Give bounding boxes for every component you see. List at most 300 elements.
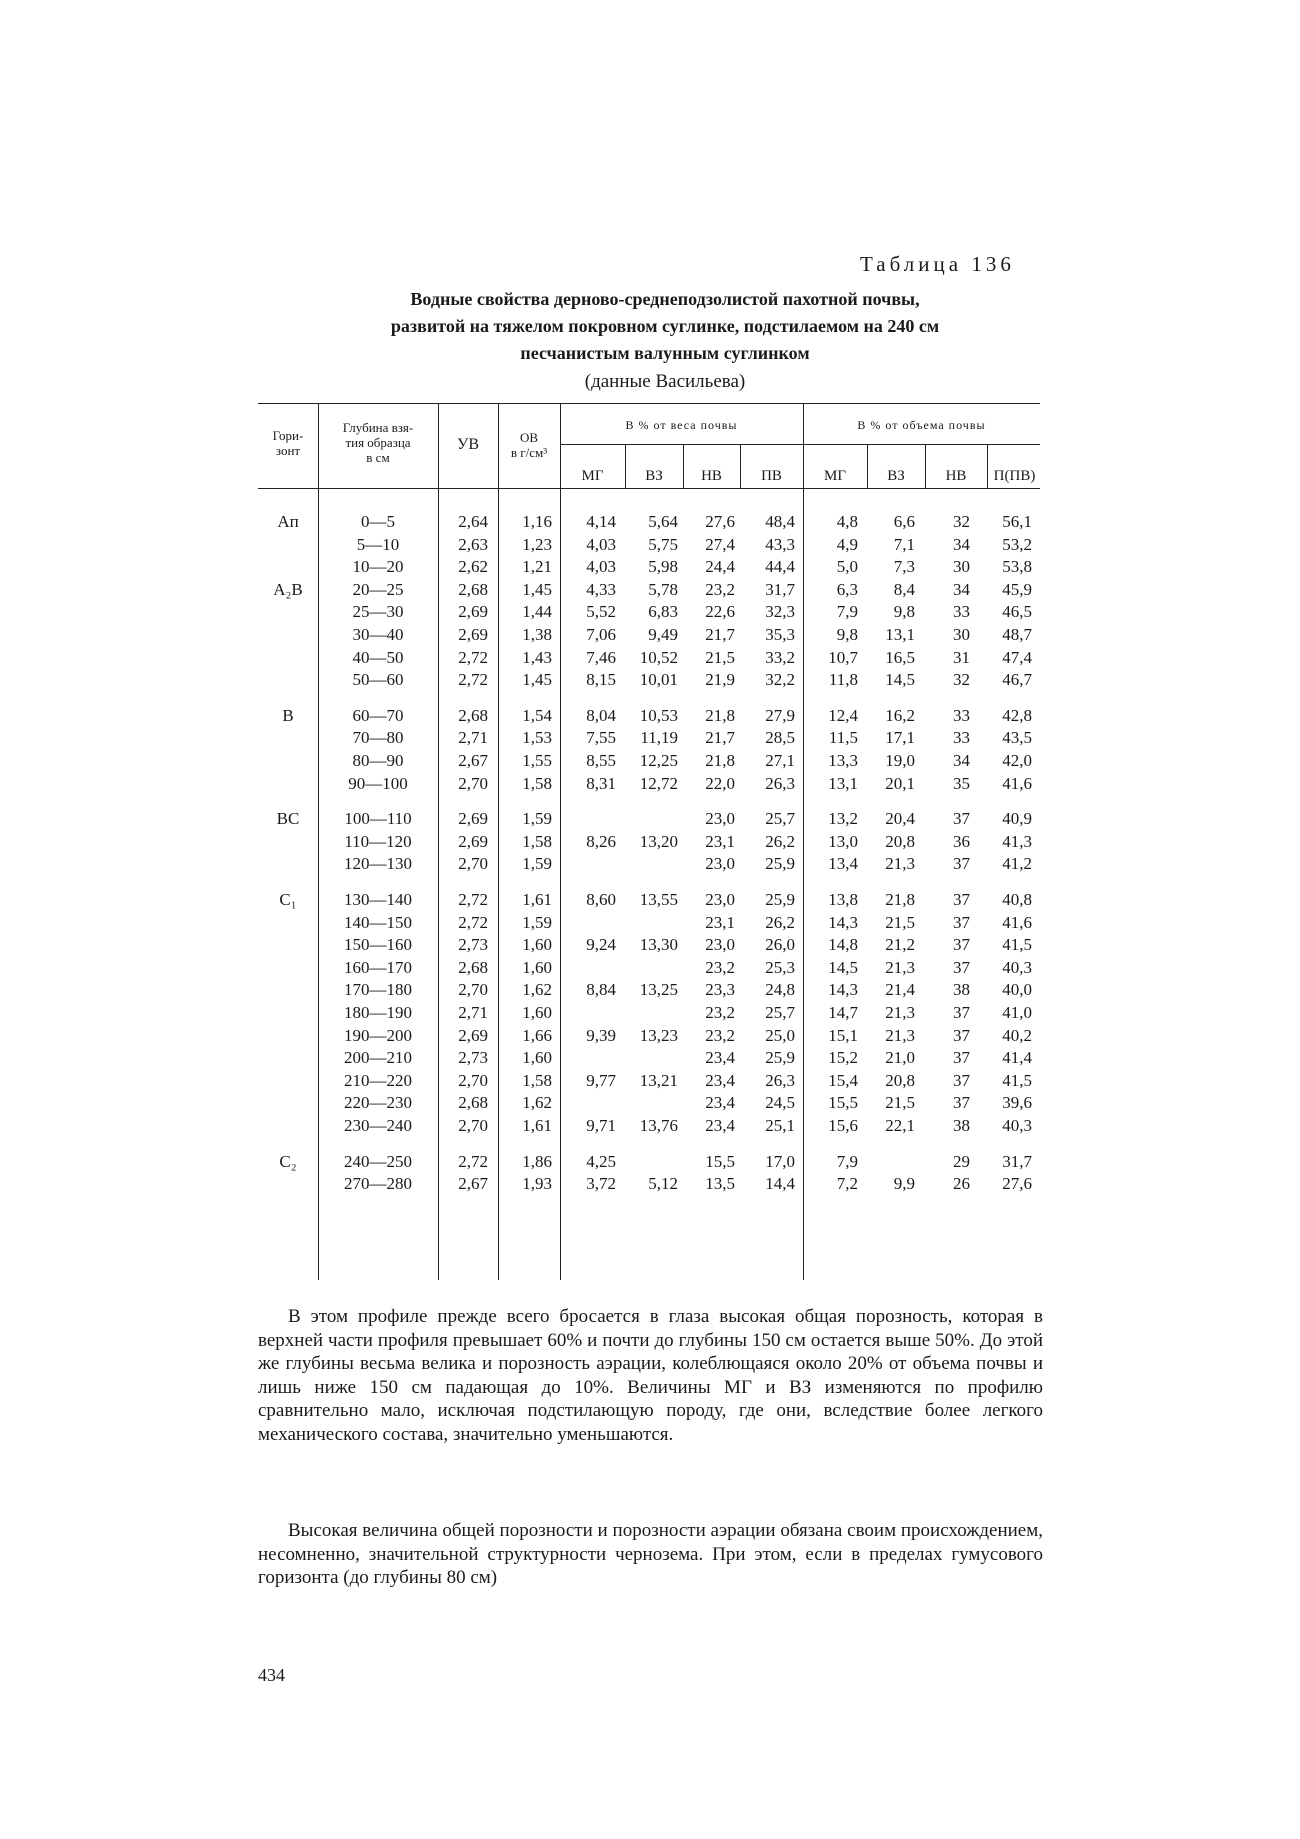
table-cell: 13,1 [828,773,858,793]
table-cell: 23,0 [705,890,735,909]
table-cell: 200—210 [344,1048,412,1068]
table-cell: 26,2 [765,912,795,932]
table-cell: 41,5 [1002,935,1032,955]
table-cell: 23,2 [705,957,735,977]
table-cell: 70—80 [352,728,404,748]
table-cell: 33 [953,602,970,622]
header-subcolumn: ПВ [761,468,782,484]
table-cell: 13,20 [639,831,678,851]
table-cell: 8,04 [586,705,616,725]
table-cell: 15,4 [828,1070,858,1090]
table-cell: 23,0 [705,854,735,874]
table-cell: 210—220 [344,1070,412,1090]
table-cell: 2,67 [458,751,488,770]
table-cell: 25,7 [765,1003,795,1022]
table-cell: 43,5 [1002,728,1032,748]
table-cell: 2,68 [458,1093,488,1113]
table-cell: 31 [953,647,970,667]
table-cell: 32,3 [765,602,795,622]
table-cell: 2,72 [458,912,488,932]
table-cell: 2,70 [458,854,488,874]
table-cell: 1,59 [522,912,552,932]
table-cell: 7,06 [586,625,616,644]
title-line: Водные свойства дерново-среднеподзолистой пахотной почвы, [410,289,920,309]
table-cell: 32,2 [765,670,795,690]
table-cell: 3,72 [586,1174,616,1194]
table-cell: 13,2 [828,809,858,829]
table-cell: 13,0 [828,831,858,851]
header-subcolumn: МГ [823,468,846,484]
table-cell: 9,77 [586,1070,616,1090]
table-cell: 21,3 [885,1003,915,1022]
table-cell: 30 [953,557,970,577]
table-cell: 13,3 [828,751,858,770]
table-cell: 170—180 [344,980,412,1000]
table-cell: 9,9 [893,1174,915,1194]
header-group-rule [560,444,1040,445]
table-cell: 100—110 [344,809,412,829]
table-cell: 37 [953,912,970,932]
table-cell: 2,70 [458,1116,488,1135]
table-cell: 13,21 [639,1070,678,1090]
table-cell: 1,54 [522,705,552,725]
table-cell: 23,4 [705,1048,735,1068]
table-cell: 15,6 [828,1116,858,1135]
table-cell: 14,8 [828,935,858,955]
table-cell: 21,5 [885,912,915,932]
table-cell: 23,4 [705,1093,735,1113]
table-cell: 41,4 [1002,1048,1032,1068]
horizon-label: A₂B [273,579,303,599]
table-cell: 5,75 [648,534,678,554]
table-cell: 31,7 [1002,1151,1032,1171]
table-cell: 2,72 [458,1151,488,1171]
table-cell: 21,0 [885,1048,915,1068]
table-cell: 2,68 [458,957,488,977]
table-cell: 6,83 [648,602,678,622]
table-cell: 25—30 [352,602,404,622]
table-cell: 110—120 [344,831,412,851]
table-cell: 7,55 [586,728,616,748]
table-cell: 47,4 [1002,647,1032,667]
table-cell: 24,5 [765,1093,795,1113]
table-cell: 12,4 [828,705,858,725]
table-cell: 1,86 [522,1151,552,1171]
table-cell: 26 [953,1174,970,1194]
table-cell: 13,8 [828,890,858,909]
table-cell: 4,33 [586,579,616,599]
table-cell: 23,4 [705,1070,735,1090]
table-cell: 46,5 [1002,602,1032,622]
table-cell: 20,8 [885,831,915,851]
table-cell: 32 [953,512,970,531]
table-cell: 2,70 [458,773,488,793]
table-cell: 180—190 [344,1003,412,1022]
table-cell: 9,8 [893,602,915,622]
table-cell: 1,62 [522,1093,552,1113]
table-cell: 33 [953,728,970,748]
table-cell: 33,2 [765,647,795,667]
table-cell: 8,60 [586,890,616,909]
table-cell: 42,0 [1002,751,1032,770]
header-uv: УВ [457,436,479,453]
table-cell: 20,8 [885,1070,915,1090]
table-cell: 20,4 [885,809,915,829]
header-volume-group: В % от объема почвы [857,418,986,432]
table-cell: 9,24 [586,935,616,955]
table-cell: 1,55 [522,751,552,770]
table-cell: 27,4 [705,534,735,554]
table-cell: 23,1 [705,912,735,932]
table-cell: 2,63 [458,534,488,554]
table-title [300,286,1030,367]
table-cell: 36 [953,831,970,851]
table-cell: 25,9 [765,854,795,874]
horizon-label: BC [276,809,300,829]
table-cell: 8,31 [586,773,616,793]
table-cell: 25,7 [765,809,795,829]
table-cell: 1,45 [522,670,552,690]
body-paragraph: Высокая величина общей порозности и порозности аэрации обязана своим происхождением, несомненно, значительной структурности чернозема. При этом, если в пределах гумусового горизонта (до глубины 80 см) [258,1520,1043,1589]
header-ov: ОВ в г/см³ [510,430,548,460]
table-cell: 21,3 [885,1025,915,1045]
table-cell: 26,3 [765,773,795,793]
table-cell: 13,5 [705,1174,735,1194]
table-cell: 11,5 [828,728,858,748]
table-cell: 1,58 [522,1070,552,1090]
table-cell: 56,1 [1002,512,1032,531]
table-cell: 34 [953,534,970,554]
table-cell: 40,3 [1002,1116,1032,1135]
table-cell: 11,8 [828,670,858,690]
table-cell: 5—10 [356,534,400,554]
table-cell: 5,98 [648,557,678,577]
table-cell: 4,14 [586,512,616,531]
table-cell: 41,5 [1002,1070,1032,1090]
table-cell: 37 [953,890,970,909]
table-cell: 15,2 [828,1048,858,1068]
table-cell: 1,93 [522,1174,552,1194]
table-cell: 30 [953,625,970,644]
table-cell: 14,4 [765,1174,795,1194]
horizon-label: B [282,705,294,725]
table-cell: 53,2 [1002,534,1032,554]
table-cell: 10,01 [639,670,678,690]
table-cell: 25,1 [765,1116,795,1135]
table-cell: 44,4 [765,557,795,577]
table-cell: 40,2 [1002,1025,1032,1045]
table-cell: 27,6 [705,512,735,531]
table-cell: 21,7 [705,625,735,644]
table-cell: 1,61 [522,890,552,909]
header-horizon: Гори- зонт [272,428,304,458]
table-cell: 9,8 [836,625,858,644]
table-cell: 7,1 [893,534,915,554]
table-cell: 31,7 [765,579,795,599]
table-cell: 21,7 [705,728,735,748]
table-cell: 5,12 [648,1174,678,1194]
table-cell: 20—25 [352,579,404,599]
table-cell: 25,3 [765,957,795,977]
table-cell: 1,59 [522,809,552,829]
table-cell: 1,58 [522,831,552,851]
header-subcolumn: НВ [701,468,722,484]
table-cell: 14,7 [828,1003,858,1022]
table-cell: 22,6 [705,602,735,622]
table-cell: 1,60 [522,935,552,955]
table-cell: 50—60 [352,670,404,690]
table-cell: 37 [953,1093,970,1113]
table-cell: 60—70 [352,705,404,725]
table-cell: 25,9 [765,890,795,909]
table-cell: 23,2 [705,1003,735,1022]
table-cell: 4,9 [836,534,858,554]
table-cell: 80—90 [352,751,404,770]
table-cell: 4,8 [836,512,858,531]
table-cell: 6,3 [836,579,858,599]
horizon-label: C₂ [279,1151,297,1171]
table-cell: 21,3 [885,957,915,977]
table-cell: 34 [953,751,970,770]
table-cell: 1,62 [522,980,552,1000]
table-cell: 10—20 [352,557,404,577]
table-cell: 40,3 [1002,957,1032,977]
table-cell: 21,3 [885,854,915,874]
table-cell: 23,0 [705,809,735,829]
table-cell: 39,6 [1002,1093,1032,1113]
table-cell: 48,7 [1002,625,1032,644]
table-cell: 40—50 [352,647,404,667]
table-cell: 2,67 [458,1174,488,1194]
table-cell: 40,0 [1002,980,1032,1000]
table-cell: 1,60 [522,957,552,977]
header-subcolumn: НВ [945,468,967,484]
header-subcolumn: ВЗ [645,468,663,484]
table-cell: 1,66 [522,1025,552,1045]
table-cell: 1,60 [522,1048,552,1068]
table-cell: 15,5 [828,1093,858,1113]
table-cell: 43,3 [765,534,795,554]
table-cell: 15,5 [705,1151,735,1171]
table-cell: 15,1 [828,1025,858,1045]
table-cell: 1,58 [522,773,552,793]
table-label: Таблица 136 [860,252,1015,276]
table-cell: 2,71 [458,1003,488,1022]
table-cell: 25,9 [765,1048,795,1068]
table-cell: 23,1 [705,831,735,851]
table-cell: 2,69 [458,625,488,644]
table-cell: 23,2 [705,579,735,599]
header-bottom-rule [258,488,1040,489]
header-depth: Глубина взя- тия образца в см [342,420,414,465]
table-cell: 24,4 [705,557,735,577]
table-cell: 17,1 [885,728,915,748]
table-cell: 38 [953,1116,970,1135]
table-cell: 23,2 [705,1025,735,1045]
table-cell: 27,9 [765,705,795,725]
table-cell: 4,03 [586,557,616,577]
table-cell: 32 [953,670,970,690]
table-cell: 19,0 [885,751,915,770]
table-cell: 41,6 [1002,912,1032,932]
table-cell: 120—130 [344,854,412,874]
table-cell: 37 [953,1025,970,1045]
table-cell: 7,46 [586,647,616,667]
header-subcolumn: ВЗ [887,468,905,484]
table-cell: 190—200 [344,1025,412,1045]
table-cell: 5,78 [648,579,678,599]
table-cell: 23,4 [705,1116,735,1135]
table-cell: 2,71 [458,728,488,748]
table-cell: 24,8 [765,980,795,1000]
table-cell: 37 [953,1003,970,1022]
header-weight-group: В % от веса почвы [625,418,738,432]
table-cell: 7,9 [836,602,858,622]
table-cell: 11,19 [640,728,678,748]
table-cell: 2,64 [458,512,488,531]
table-cell: 29 [953,1151,970,1171]
table-cell: 0—5 [361,512,395,531]
title-line: песчанистым валунным суглинком [520,343,810,363]
table-cell: 2,73 [458,935,488,955]
table-cell: 28,5 [765,728,795,748]
table-cell: 220—230 [344,1093,412,1113]
table-cell: 30—40 [352,625,404,644]
table-cell: 1,59 [522,854,552,874]
table-cell: 26,2 [765,831,795,851]
table-cell: 2,72 [458,890,488,909]
table-cell: 13,23 [639,1025,678,1045]
table-cell: 13,76 [639,1116,678,1135]
table-cell: 16,2 [885,705,915,725]
table-cell: 37 [953,854,970,874]
table-cell: 14,3 [828,912,858,932]
horizon-label: C₁ [279,890,297,909]
table-cell: 1,53 [522,728,552,748]
table-cell: 2,72 [458,670,488,690]
table-cell: 42,8 [1002,705,1032,725]
table-cell: 46,7 [1002,670,1032,690]
table-cell: 9,39 [586,1025,616,1045]
table-cell: 5,0 [836,557,858,577]
table-cell: 1,38 [522,625,552,644]
table-cell: 23,3 [705,980,735,1000]
table-cell: 8,4 [893,579,915,599]
body-paragraph: В этом профиле прежде всего бросается в глаза высокая общая порозность, которая в верхней части профиля превышает 60% и почти до глубины 150 см остается выше 50%. До этой же глубины весьма велика и порозность аэрации, колеблющаяся около 20% от объема почвы и лишь ниже 150 см падающая до 10%. Величины МГ и ВЗ изменяются по профилю сравнительно мало, исключая подстилающую породу, где они, вследствие более легкого механического состава, значительно уменьшаются. [258,1306,1043,1445]
table-cell: 53,8 [1002,557,1032,577]
table-cell: 270—280 [344,1174,412,1194]
table-cell: 12,72 [639,773,678,793]
table-top-rule [258,403,1040,404]
table-cell: 21,9 [705,670,735,690]
table-cell: 2,69 [458,602,488,622]
table-cell: 1,43 [522,647,552,667]
table-cell: 10,52 [639,647,678,667]
table-cell: 4,25 [586,1151,616,1171]
table-cell: 6,6 [893,512,915,531]
table-cell: 10,53 [639,705,678,725]
table-cell: 230—240 [344,1116,412,1135]
table-cell: 5,64 [648,512,678,531]
table-cell: 13,55 [639,890,678,909]
table-cell: 13,25 [639,980,678,1000]
table-cell: 22,1 [885,1116,915,1135]
table-cell: 2,62 [458,557,488,577]
table-cell: 21,8 [885,890,915,909]
table-cell: 14,3 [828,980,858,1000]
table-cell: 9,49 [648,625,678,644]
table-cell: 150—160 [344,935,412,955]
header-subcolumn: П(ПВ) [993,468,1036,484]
table-cell: 12,25 [639,751,678,770]
table-cell: 90—100 [348,773,408,793]
table-cell: 21,8 [705,705,735,725]
table-cell: 1,44 [522,602,552,622]
table-cell: 22,0 [705,773,735,793]
table-cell: 37 [953,809,970,829]
table-cell: 33 [953,705,970,725]
table-cell: 27,1 [765,751,795,770]
table-cell: 2,69 [458,809,488,829]
table-cell: 25,0 [765,1025,795,1045]
table-cell: 40,8 [1002,890,1032,909]
table-cell: 48,4 [765,512,795,531]
table-cell: 21,4 [885,980,915,1000]
table-cell: 8,84 [586,980,616,1000]
table-cell: 14,5 [828,957,858,977]
table-cell: 240—250 [344,1151,412,1171]
table-cell: 1,21 [522,557,552,577]
table-cell: 13,30 [639,935,678,955]
title-line: развитой на тяжелом покровном суглинке, подстилаемом на 240 см [390,316,940,336]
table-cell: 41,3 [1002,831,1032,851]
table-cell: 17,0 [765,1151,795,1171]
table-cell: 1,23 [522,534,552,554]
table-cell: 7,9 [836,1151,858,1171]
table-cell: 41,2 [1002,854,1032,874]
page-number: 434 [258,1665,285,1685]
table-cell: 130—140 [344,890,412,909]
table-cell: 21,2 [885,935,915,955]
table-cell: 27,6 [1002,1174,1032,1194]
table-cell: 8,26 [586,831,616,851]
table-cell: 37 [953,957,970,977]
table-cell: 140—150 [344,912,412,932]
table-cell: 2,69 [458,831,488,851]
table-cell: 26,0 [765,935,795,955]
table-cell: 13,4 [828,854,858,874]
table-cell: 35,3 [765,625,795,644]
table-cell: 1,16 [522,512,552,531]
table-cell: 2,68 [458,579,488,599]
table-cell: 2,69 [458,1025,488,1045]
table-cell: 2,70 [458,980,488,1000]
table-cell: 1,60 [522,1003,552,1022]
table-cell: 5,52 [586,602,616,622]
table-cell: 41,0 [1002,1003,1032,1022]
table-cell: 16,5 [885,647,915,667]
table-cell: 38 [953,980,970,1000]
table-cell: 2,73 [458,1048,488,1068]
table-cell: 13,1 [885,625,915,644]
table-cell: 14,5 [885,670,915,690]
table-cell: 9,71 [586,1116,616,1135]
header-subcolumn: МГ [581,468,604,484]
source-note: (данные Васильева) [584,371,746,392]
table-cell: 37 [953,1048,970,1068]
table-cell: 2,72 [458,647,488,667]
table-cell: 20,1 [885,773,915,793]
